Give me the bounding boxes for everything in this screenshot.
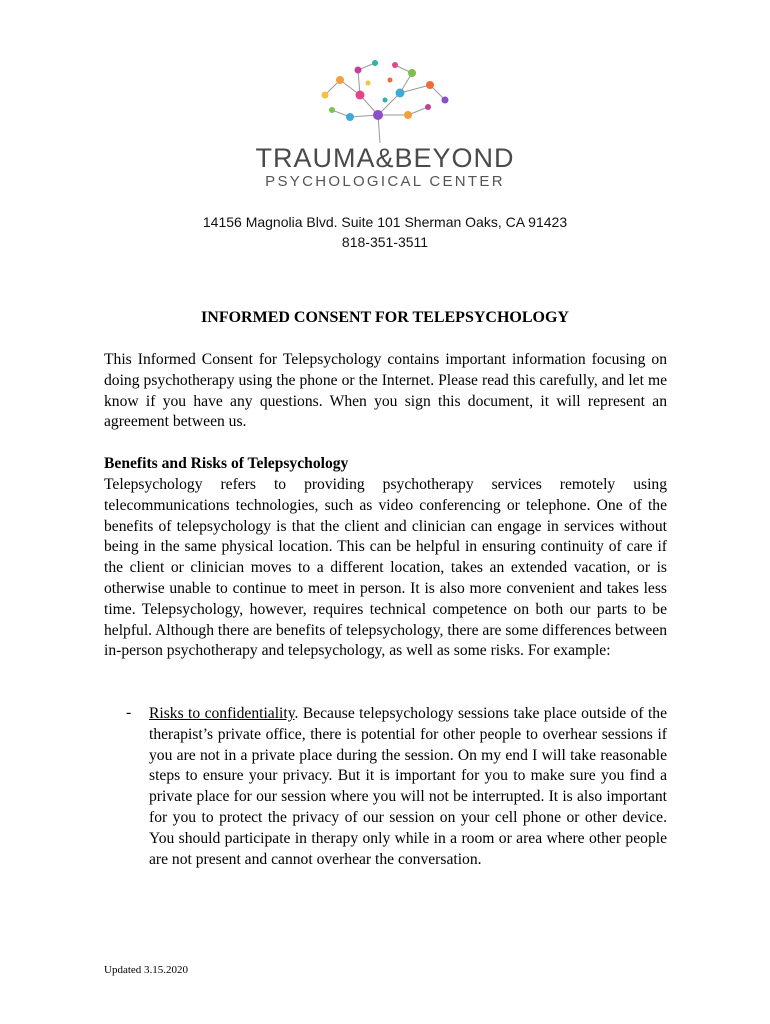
section-heading: Benefits and Risks of Telepsychology <box>104 455 349 472</box>
trauma-beyond-logo <box>240 55 530 195</box>
intro-paragraph: This Informed Consent for Telepsychology contains important information focusing on doing psychotherapy using the phone or the Internet. Please read this carefully, and let me know if you have any questions. When you sign this document, it will represent an agreement between us. <box>104 351 667 431</box>
office-phone: 818-351-3511 <box>341 234 429 250</box>
bullet-text: Because telepsychology sessions take place outside of the therapist’s private office, there is potential for other people to overhear sessions if you are not in a private place during the session. On my end I will take reasonable steps to ensure your privacy. But it is important for you to make sure you find a private place for our session where you will not be interrupted. It is also important for you to protect the privacy of our session on your cell phone or other device. You should participate in therapy only while in a room or area where other people are not present and cannot overhear the conversation. <box>149 705 667 868</box>
office-address: 14156 Magnolia Blvd. Suite 101 Sherman Oaks, CA 91423 <box>202 214 568 230</box>
section-body: Telepsychology refers to providing psychotherapy services remotely using telecommunications technologies, such as video conferencing or telephone. One of the benefits of telepsychology is that the client and clinician can engage in services without being in the same physical location. This can be helpful in ensuring continuity of care if the client or clinician moves to a different location, takes an extended vacation, or is otherwise unable to continue to meet in person. It is also more convenient and takes less time. Telepsychology, however, requires technical competence on both our parts to be helpful. Although there are benefits of telepsychology, there are some differences between in-person psychotherapy and telepsychology, as well as some risks. For example: <box>104 476 667 660</box>
logo-title: TRAUMA&BEYOND <box>255 143 515 173</box>
network-tree-icon <box>240 55 530 145</box>
bullet-item-confidentiality <box>149 704 667 870</box>
document-title: INFORMED CONSENT FOR TELEPSYCHOLOGY <box>201 309 569 326</box>
logo-subtitle: PSYCHOLOGICAL CENTER <box>265 173 505 190</box>
updated-date: Updated 3.15.2020 <box>104 964 189 976</box>
bullet-label: Risks to confidentiality <box>149 705 295 722</box>
bullet-label-suffix: . <box>294 705 299 722</box>
bullet-marker: - <box>126 704 132 721</box>
